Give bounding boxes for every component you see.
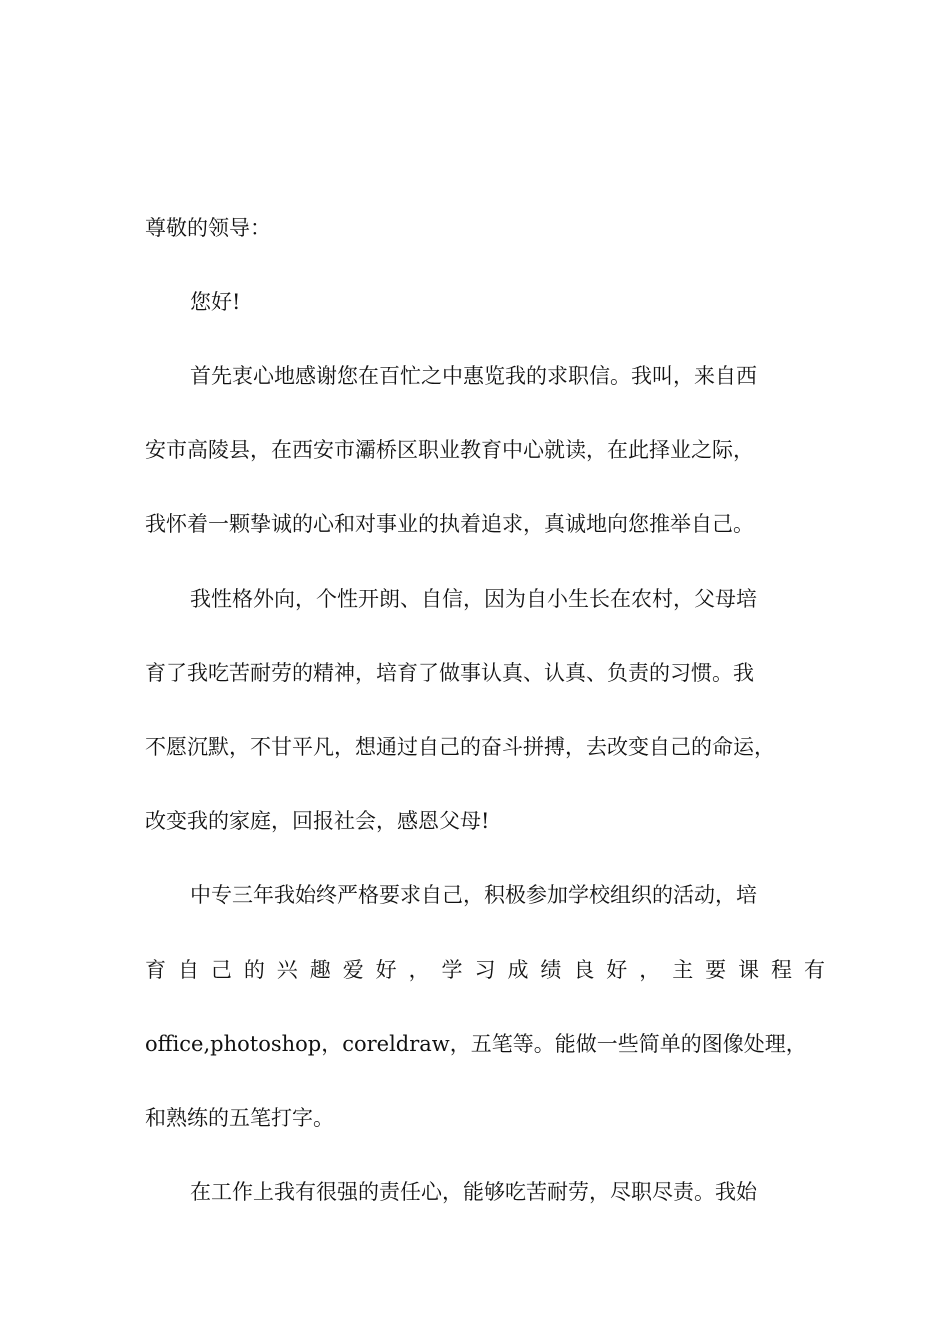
paragraph-line: 首先衷心地感谢您在百忙之中惠览我的求职信。我叫，来自西 (190, 364, 757, 388)
paragraph-line: 和熟练的五笔打字。 (145, 1106, 334, 1130)
paragraph-line: office,photoshop，coreldraw，五笔等。能做一些简单的图像处理， (145, 1032, 807, 1056)
greeting: 您好! (190, 290, 241, 314)
paragraph-line: 不愿沉默，不甘平凡，想通过自己的奋斗拼搏，去改变自己的命运， (145, 735, 775, 759)
paragraph-line: 中专三年我始终严格要求自己，积极参加学校组织的活动，培 (190, 883, 757, 907)
paragraph-line: 我怀着一颗挚诚的心和对事业的执着追求，真诚地向您推举自己。 (145, 512, 754, 536)
paragraph-line: 我性格外向，个性开朗、自信，因为自小生长在农村，父母培 (190, 587, 757, 611)
paragraph-line: 安市高陵县，在西安市灞桥区职业教育中心就读，在此择业之际， (145, 438, 754, 462)
paragraph-line: 育 自 己 的 兴 趣 爱 好 ， 学 习 成 绩 良 好 ， 主 要 课 程 有 (145, 958, 825, 982)
salutation: 尊敬的领导： (145, 216, 271, 240)
paragraph-line: 育了我吃苦耐劳的精神，培育了做事认真、认真、负责的习惯。我 (145, 661, 754, 685)
paragraph-line: 在工作上我有很强的责任心，能够吃苦耐劳，尽职尽责。我始 (190, 1180, 757, 1204)
paragraph-line: 改变我的家庭，回报社会，感恩父母! (145, 809, 490, 833)
